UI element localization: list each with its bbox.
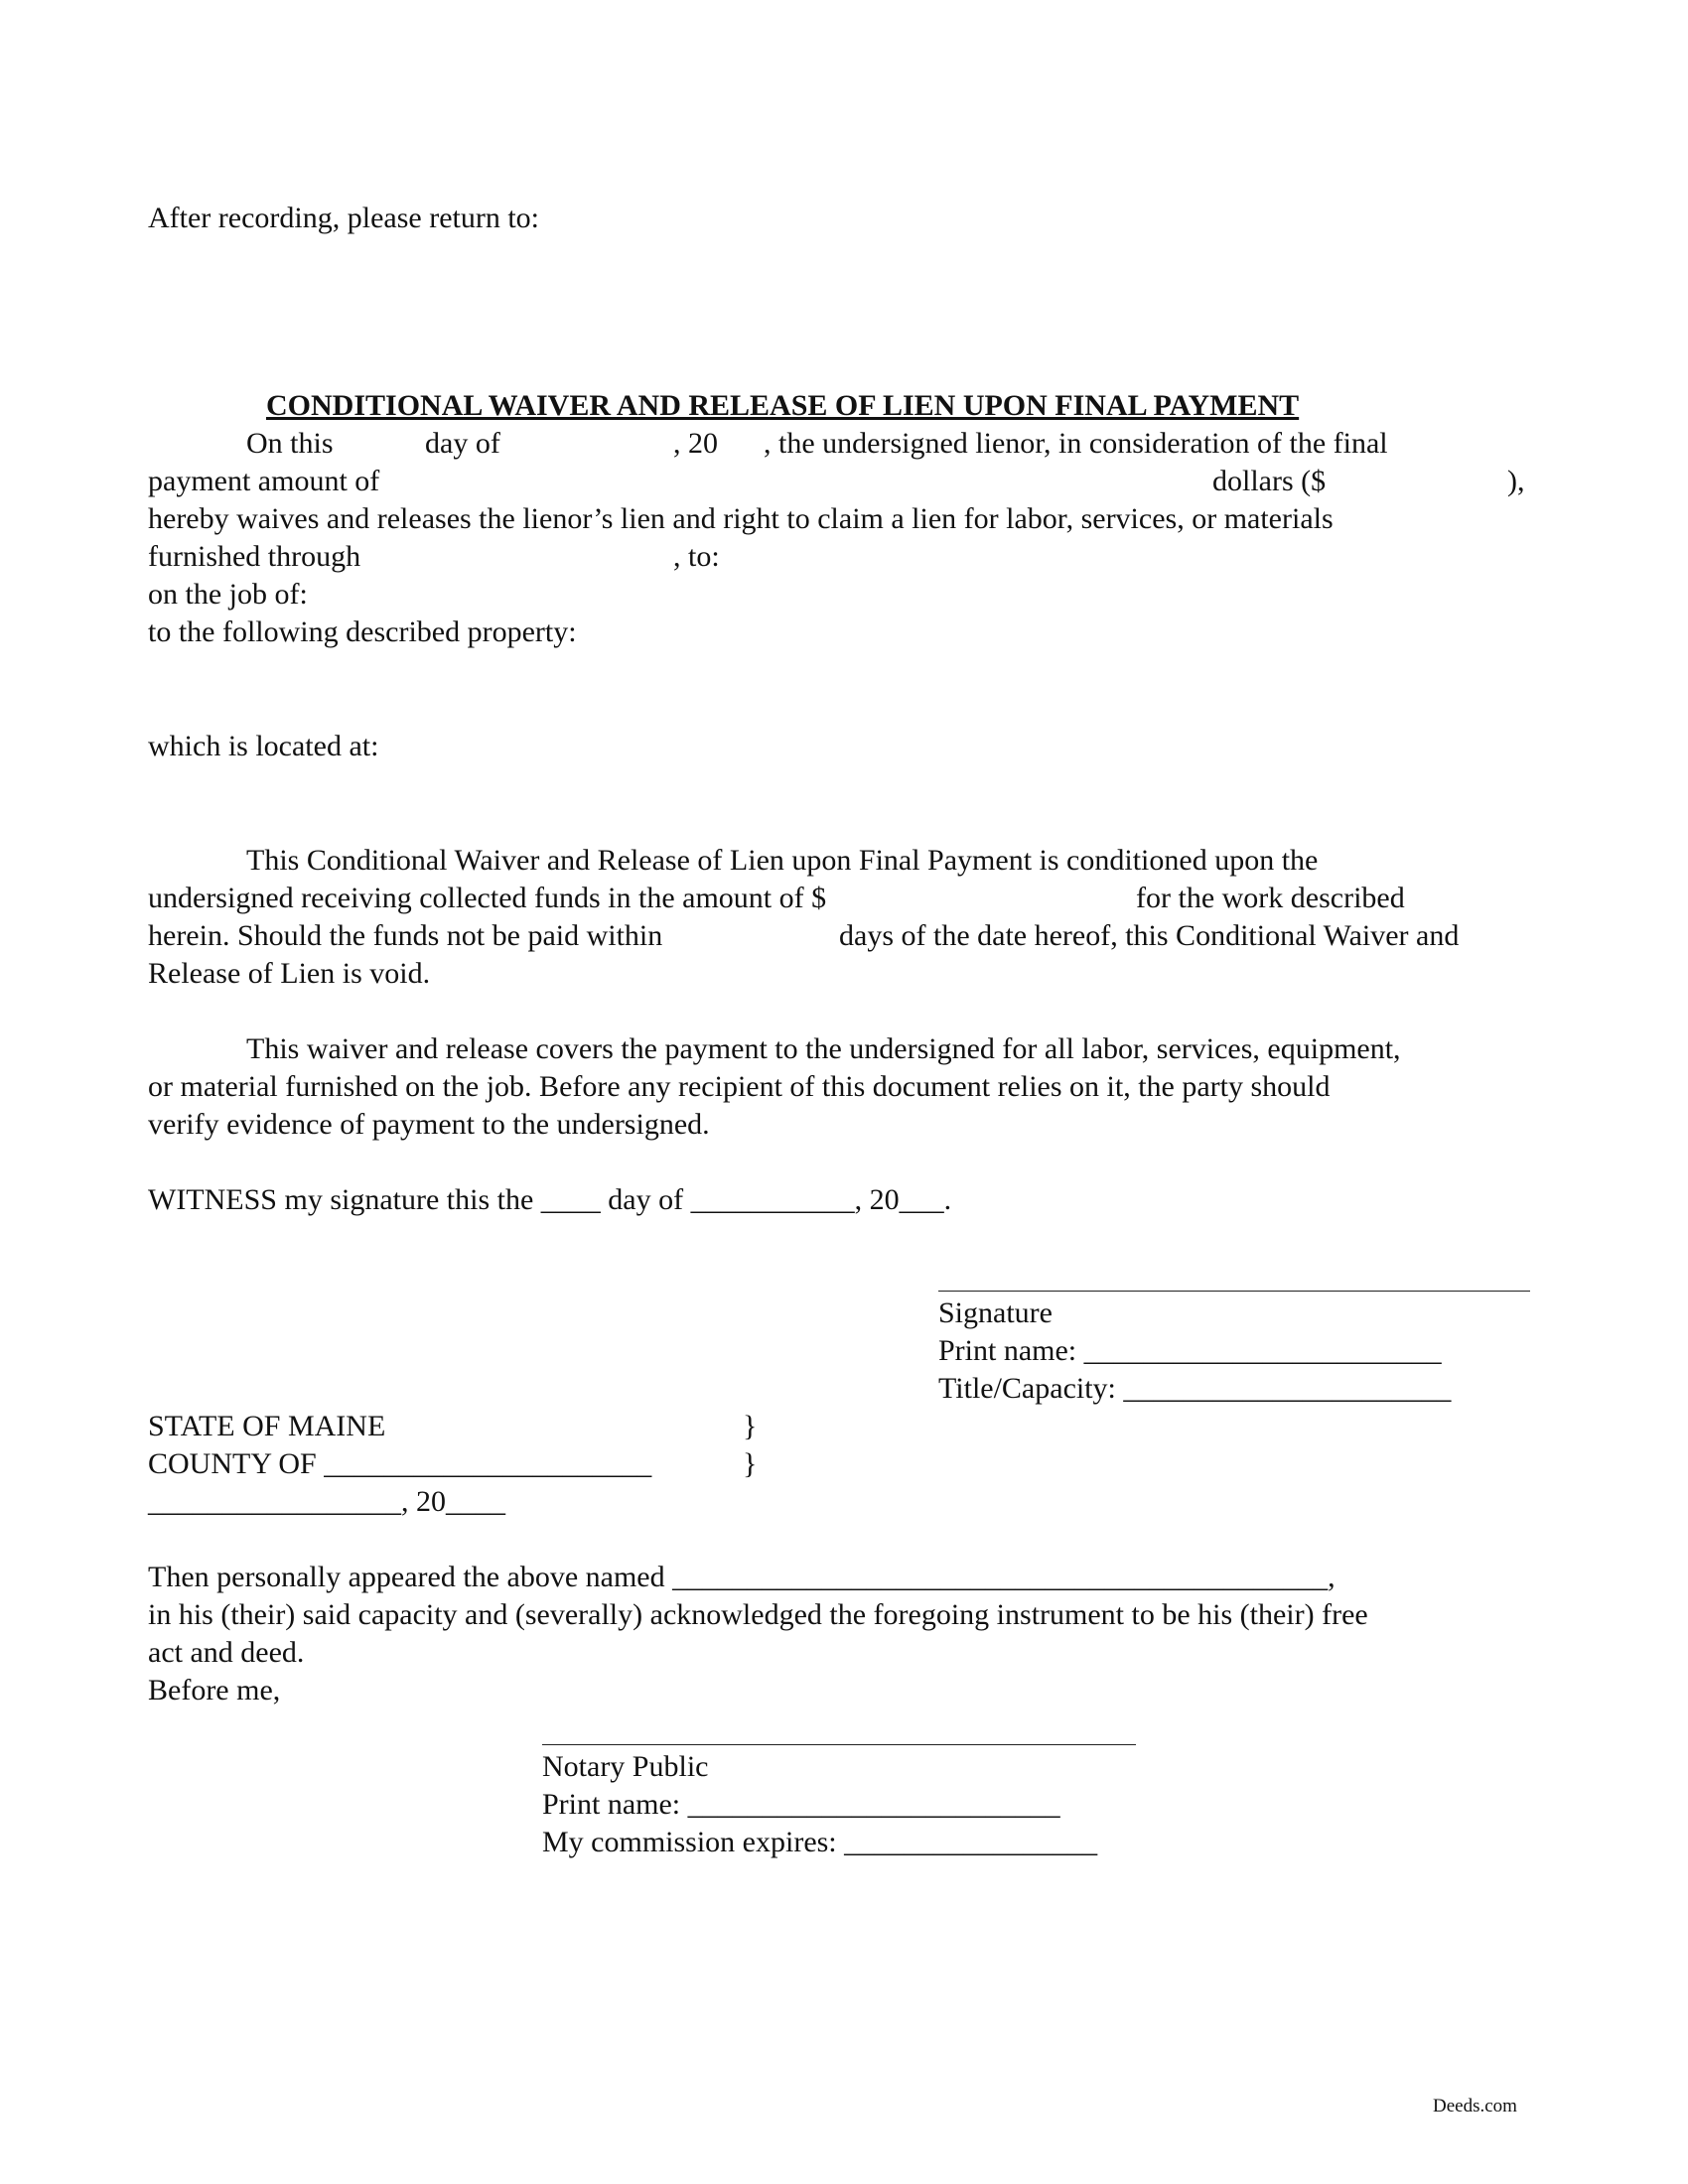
para1-furnished-through: furnished through	[148, 540, 361, 573]
para1-dollars: dollars ($	[1212, 465, 1327, 497]
venue-brace-1: }	[743, 1410, 758, 1442]
venue-brace-2: }	[743, 1447, 758, 1480]
footer-deeds-com: Deeds.com	[1433, 2096, 1517, 2116]
document-title: CONDITIONAL WAIVER AND RELEASE OF LIEN UPON FINAL PAYMENT	[266, 389, 1300, 422]
para1-on-this: On this	[246, 427, 334, 460]
para2-line4: Release of Lien is void.	[148, 957, 431, 990]
notary-print-name: Print name: _________________________	[542, 1788, 1060, 1821]
para1-consideration: , the undersigned lienor, in consideration of the final	[764, 427, 1388, 460]
witness-line: WITNESS my signature this the ____ day of ___________, 20___.	[148, 1183, 952, 1216]
para1-close-paren: ),	[1507, 465, 1525, 497]
signature-print-name: Print name: ________________________	[938, 1334, 1442, 1367]
notary-title: Notary Public	[542, 1750, 709, 1783]
return-to-label: After recording, please return to:	[148, 202, 539, 234]
venue-date: _________________, 20____	[148, 1485, 505, 1518]
signature-label: Signature	[938, 1297, 1053, 1329]
located-at-label: which is located at:	[148, 730, 379, 762]
para2-line3b: days of the date hereof, this Conditional Waiver and	[839, 919, 1460, 952]
para1-day-of: day of	[425, 427, 500, 460]
para1-year: , 20	[673, 427, 718, 460]
ack-line4: Before me,	[148, 1674, 281, 1706]
para3-line3: verify evidence of payment to the undersigned.	[148, 1108, 710, 1141]
para2-line3a: herein. Should the funds not be paid within	[148, 919, 663, 952]
signature-rule	[938, 1291, 1530, 1292]
para3-line1: This waiver and release covers the payment to the undersigned for all labor, services, equipment,	[246, 1032, 1401, 1065]
para2-line2b: for the work described	[1136, 882, 1405, 914]
para2-line1: This Conditional Waiver and Release of Lien upon Final Payment is conditioned upon the	[246, 844, 1319, 877]
para2-line2a: undersigned receiving collected funds in the amount of $	[148, 882, 827, 914]
para1-payment-amount: payment amount of	[148, 465, 380, 497]
venue-state: STATE OF MAINE	[148, 1410, 386, 1442]
para3-line2: or material furnished on the job. Before any recipient of this document relies on it, the party should	[148, 1070, 1331, 1103]
para1-property: to the following described property:	[148, 615, 577, 648]
ack-line3: act and deed.	[148, 1636, 305, 1669]
venue-county: COUNTY OF ______________________	[148, 1447, 652, 1480]
notary-commission: My commission expires: _________________	[542, 1826, 1098, 1858]
signature-title-capacity: Title/Capacity: ______________________	[938, 1372, 1452, 1405]
ack-line2: in his (their) said capacity and (severally) acknowledged the foregoing instrument to be his (their) free	[148, 1598, 1368, 1631]
para1-job-of: on the job of:	[148, 578, 308, 611]
ack-line1: Then personally appeared the above named ____________________________________________,	[148, 1561, 1336, 1593]
para1-waives: hereby waives and releases the lienor’s lien and right to claim a lien for labor, services, or materials	[148, 502, 1334, 535]
para1-to: , to:	[673, 540, 720, 573]
notary-rule	[542, 1744, 1136, 1745]
